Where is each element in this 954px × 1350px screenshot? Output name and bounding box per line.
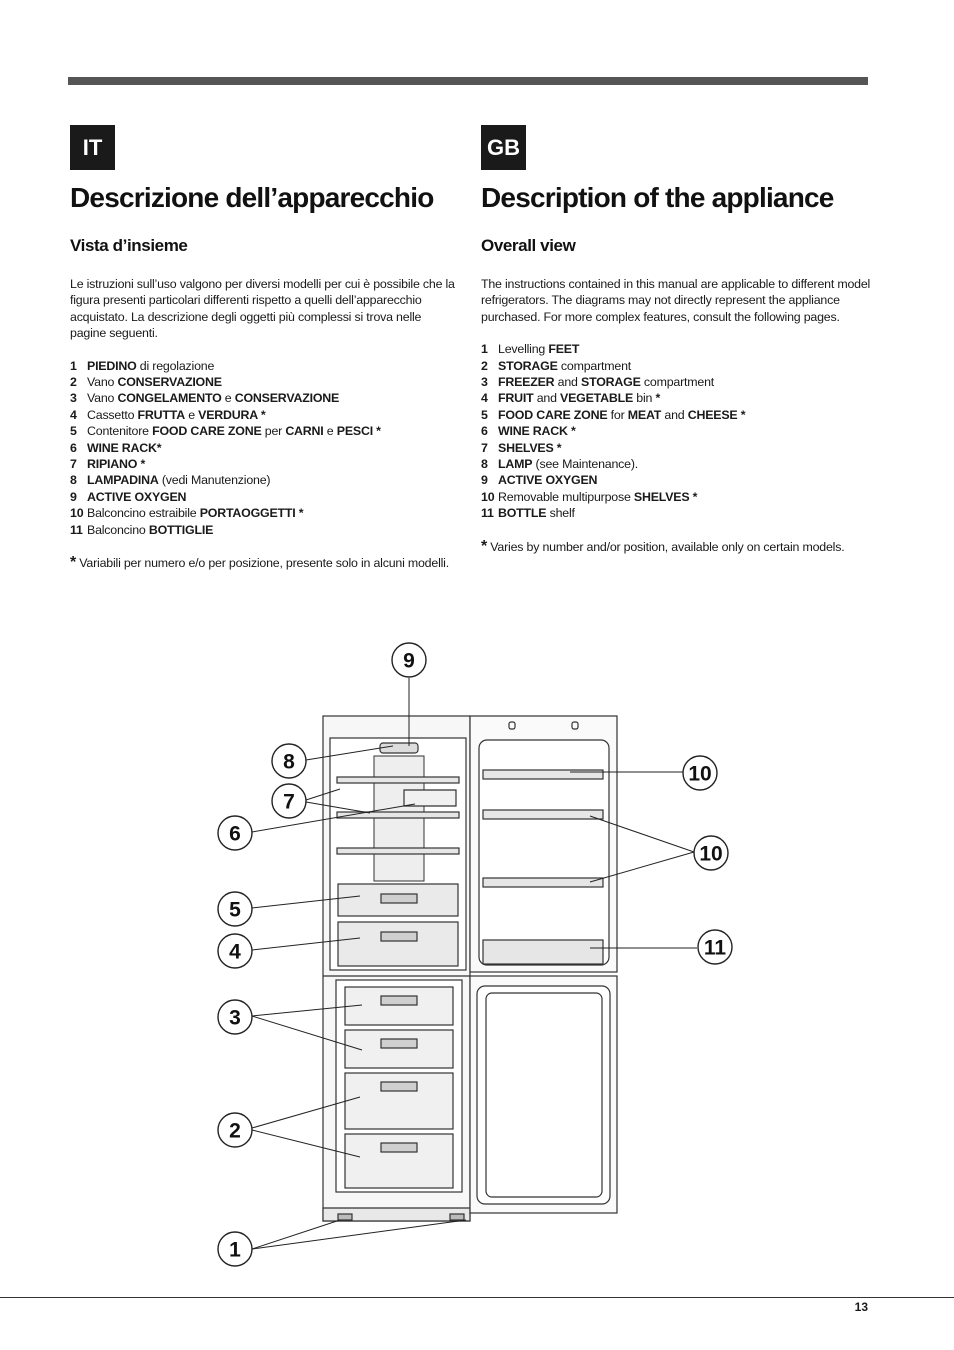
item-number: 7: [481, 440, 488, 455]
item-number: 6: [70, 440, 77, 455]
callout-number: 5: [229, 898, 241, 922]
item-text: Balconcino estraibile: [87, 506, 200, 521]
item-number: 8: [481, 457, 488, 472]
callout-number: 11: [703, 936, 727, 960]
item-text: Levelling: [498, 342, 549, 357]
item-keyword: BOTTIGLIE: [148, 522, 214, 537]
shelf-2: [337, 812, 459, 818]
item-text: Vano: [87, 375, 118, 390]
item-keyword: RIPIANO *: [87, 457, 146, 472]
item-number: 3: [481, 375, 488, 390]
item-number: 11: [70, 522, 83, 537]
callout-number: 10: [688, 762, 712, 786]
item-text: (vedi Manutenzione): [158, 473, 271, 488]
item-keyword: SHELVES *: [498, 440, 562, 455]
item-text: e: [221, 391, 235, 406]
freezer-drawer-1: [345, 987, 453, 1025]
item-text: compartment: [640, 375, 715, 390]
callout-number: 10: [699, 842, 723, 866]
item-keyword: FRUTTA: [137, 407, 185, 422]
item-keyword: MEAT: [627, 407, 662, 422]
item-text: Cassetto: [87, 407, 138, 422]
section-title-gb: Description of the appliance: [481, 182, 834, 213]
item-keyword: LAMPADINA: [87, 473, 159, 488]
item-keyword: VERDURA *: [198, 407, 266, 422]
item-keyword: FEET: [548, 342, 580, 357]
item-keyword: ACTIVE OXYGEN: [87, 489, 187, 504]
item-keyword: STORAGE: [498, 358, 558, 373]
intro-text-it: Le istruzioni sull’uso valgono per diversi modelli per cui è possibile che la figura presenti particolari differenti rispetto a quelli dell’apparecchio acquistato. La descrizione degli oggetti più complessi si trova nelle pagine seguenti.: [70, 277, 455, 341]
item-number: 6: [481, 424, 488, 439]
item-text: bin: [633, 391, 656, 406]
item-text: Removable multipurpose: [498, 489, 634, 504]
item-keyword: WINE RACK*: [87, 440, 162, 455]
callout-number: 2: [229, 1119, 241, 1143]
item-number: 8: [70, 473, 77, 488]
section-subtitle-it: Vista d’insieme: [70, 236, 188, 255]
lamp-shape: [380, 743, 418, 753]
item-number: 10: [70, 506, 84, 521]
item-keyword: FREEZER: [498, 375, 555, 390]
item-keyword: FOOD CARE ZONE: [498, 407, 608, 422]
door-shelf-3: [483, 878, 603, 887]
item-keyword: STORAGE: [581, 375, 641, 390]
item-keyword: VEGETABLE: [560, 391, 634, 406]
footnote-star-gb: *: [481, 537, 488, 555]
callout-number: 6: [229, 822, 241, 846]
item-text: shelf: [546, 506, 575, 521]
item-keyword: FOOD CARE ZONE: [152, 424, 262, 439]
item-number: 5: [70, 424, 77, 439]
item-keyword: CHEESE *: [687, 407, 746, 422]
item-text: Balconcino: [87, 522, 149, 537]
item-number: 9: [481, 473, 488, 488]
door-shelf-2: [483, 810, 603, 819]
item-text: di regolazione: [136, 358, 215, 373]
item-number: 5: [481, 407, 488, 422]
item-keyword: CONSERVAZIONE: [117, 375, 222, 390]
item-keyword: CONGELAMENTO: [117, 391, 222, 406]
item-number: 4: [70, 407, 77, 422]
item-number: 3: [70, 391, 77, 406]
callout-number: 1: [229, 1238, 241, 1262]
language-badge-gb: GB: [481, 125, 526, 170]
shelf-1: [337, 777, 459, 783]
item-keyword: WINE RACK *: [498, 424, 576, 439]
item-number: 2: [70, 375, 77, 390]
footnote-text-gb: Varies by number and/or position, available only on certain models.: [487, 539, 845, 554]
item-number: 2: [481, 358, 488, 373]
item-number: 1: [481, 342, 488, 357]
shelf-3: [337, 848, 459, 854]
item-keyword: ACTIVE OXYGEN: [498, 473, 598, 488]
item-keyword: CARNI: [285, 424, 324, 439]
item-text: Vano: [87, 391, 118, 406]
callout-number: 9: [403, 649, 415, 673]
item-keyword: SHELVES *: [633, 489, 698, 504]
intro-text-gb: The instructions contained in this manual are applicable to different model refrigerators. The diagrams may not directly represent the appliance purchased. For more complex features, consult the following pages.: [481, 277, 871, 324]
section-subtitle-gb: Overall view: [481, 236, 576, 255]
item-keyword: PORTAOGGETTI *: [199, 506, 304, 521]
freezer-drawer-4: [345, 1134, 453, 1188]
callout-number: 7: [283, 790, 295, 814]
page-number: 13: [854, 1300, 868, 1314]
footnote-text-it: Variabili per numero e/o per posizione, presente solo in alcuni modelli.: [76, 556, 449, 571]
item-number: 10: [481, 489, 495, 504]
freezer-drawer-2: [345, 1030, 453, 1068]
item-keyword: BOTTLE: [498, 506, 547, 521]
item-text: and: [661, 407, 688, 422]
item-text: and: [554, 375, 581, 390]
item-text: e: [184, 407, 199, 422]
item-text: for: [607, 407, 628, 422]
item-number: 4: [481, 391, 488, 406]
item-text: per: [261, 424, 286, 439]
bottle-shelf: [483, 940, 603, 964]
item-text: e: [323, 424, 337, 439]
item-text: compartment: [557, 358, 632, 373]
section-title-it: Descrizione dell’apparecchio: [70, 182, 434, 213]
item-text: and: [533, 391, 561, 406]
door-shelf-1: [483, 770, 603, 779]
footnote-star-it: *: [70, 554, 77, 572]
item-keyword: LAMP: [498, 457, 533, 472]
item-keyword: PIEDINO: [87, 358, 137, 373]
item-keyword: PESCI *: [336, 424, 381, 439]
item-text: (see Maintenance).: [532, 457, 639, 472]
callout-number: 4: [229, 940, 241, 964]
item-keyword: FRUIT: [498, 391, 534, 406]
item-number: 9: [70, 489, 77, 504]
callout-number: 8: [283, 750, 295, 774]
item-keyword: *: [655, 391, 661, 406]
language-badge-it: IT: [70, 125, 115, 170]
vegetable-bin: [338, 922, 458, 966]
item-text: Contenitore: [87, 424, 153, 439]
footer-rule: [0, 1297, 954, 1298]
item-number: 7: [70, 457, 77, 472]
item-number: 11: [481, 506, 494, 521]
item-number: 1: [70, 358, 77, 373]
callout-number: 3: [229, 1006, 241, 1030]
item-keyword: CONSERVAZIONE: [234, 391, 340, 406]
